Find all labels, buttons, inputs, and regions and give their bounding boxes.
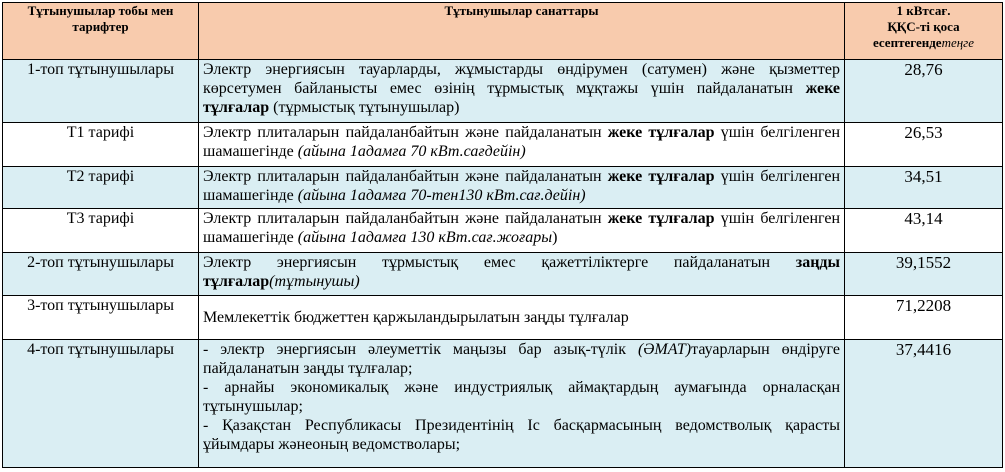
header-price-line3: есептегенде [872, 35, 942, 50]
category-italic: (айына 1адамға 130 кВт.сағ.жоғары [297, 229, 553, 246]
category-suffix: ) [552, 229, 558, 246]
category-cell [199, 296, 845, 340]
group-cell: 4-топ тұтынушылары [3, 340, 199, 468]
category-cell [199, 340, 845, 468]
category-bold: жеке тұлғалар [607, 168, 715, 185]
category-suffix: (тұрмыстық тұтынушылар) [269, 99, 460, 116]
price-cell: 43,14 [845, 209, 1003, 253]
header-group-label: Тұтынушылар тобы мен тарифтер [27, 3, 174, 34]
header-category-cell [199, 3, 845, 60]
price-cell: 37,4416 [845, 340, 1003, 468]
group-cell: Т3 тарифі [3, 209, 199, 253]
group-cell: 1-топ тұтынушылары [3, 60, 199, 123]
category-text: Электр энергиясын тұрмыстық емес қажеттіліктерге пайдаланатын [203, 254, 796, 271]
category-bold: жеке тұлғалар [607, 124, 715, 141]
bullet-italic: (ӘМАТ) [637, 341, 692, 358]
category-mid: үшін белгіленген шамашегінде [203, 168, 841, 204]
table-row [3, 209, 1003, 253]
category-text: Электр энергиясын тауарларды, жұмыстарды өндірумен (сатумен) және қызметтер көрсетумен байланысты емес өзінің тұрмыстық мұқтажы үшін пайдаланатын [203, 61, 840, 97]
category-cell [199, 253, 845, 296]
price-cell: 28,76 [845, 60, 1003, 123]
header-row [3, 3, 1003, 60]
tariff-table [2, 2, 1003, 468]
table-row [3, 123, 1003, 167]
category-cell [199, 209, 845, 253]
bullet-item [203, 340, 840, 378]
header-price-line1: 1 кВтсағ. [896, 3, 951, 18]
category-bold: заңды тұлғалар [203, 254, 840, 290]
category-bold: жеке тұлғалар [203, 80, 840, 116]
group-cell: Т1 тарифі [3, 123, 199, 167]
category-text: Электр плиталарын пайдаланбайтын және пайдаланатын [203, 124, 608, 141]
header-group-cell [3, 3, 199, 60]
table-row [3, 340, 1003, 468]
header-category-label: Тұтынушылар санаттары [444, 3, 599, 18]
category-mid: үшін белгіленген шамашегінде [203, 124, 841, 160]
price-cell: 34,51 [845, 167, 1003, 209]
category-italic: (айына 1адамға 70-тен130 кВт.сағ.дейін) [297, 187, 586, 204]
group-cell: 2-топ тұтынушылары [3, 253, 199, 296]
category-cell [199, 123, 845, 167]
category-bold: жеке тұлғалар [607, 210, 715, 227]
category-italic: (тұтынушы) [269, 273, 360, 290]
category-italic: (айына 1адамға 70 кВт.сағдейін) [297, 143, 526, 160]
table-row [3, 60, 1003, 123]
table-row [3, 296, 1003, 340]
bullet-text: - электр энергиясын әлеуметтік маңызы бар азық-түлік [203, 341, 638, 358]
category-text: Мемлекеттік бюджеттен қаржыландырылатын заңды тұлғалар [203, 309, 629, 326]
price-cell: 26,53 [845, 123, 1003, 167]
category-cell [199, 167, 845, 209]
header-price-line2: ҚҚС-ті қоса [887, 19, 960, 34]
group-cell: Т2 тарифі [3, 167, 199, 209]
price-cell: 39,1552 [845, 253, 1003, 296]
table-row [3, 167, 1003, 209]
header-price-unit: теңге [941, 35, 975, 50]
bullet-item: - арнайы экономикалық және индустриялық аймақтардың аумағында орналасқан тұтынушылар; [203, 379, 840, 415]
category-cell [199, 60, 845, 123]
bullet-text: тауарларын өндіруге пайдаланатын заңды тұлғалар; [203, 341, 841, 377]
header-price-cell [845, 3, 1003, 60]
category-mid: үшін белгіленген шамашегінде [203, 210, 841, 246]
group-cell: 3-топ тұтынушылары [3, 296, 199, 340]
price-cell: 71,2208 [845, 296, 1003, 340]
table-row [3, 253, 1003, 296]
category-text: Электр плиталарын пайдаланбайтын және пайдаланатын [203, 168, 608, 185]
category-text: Электр плиталарын пайдаланбайтын және пайдаланатын [203, 210, 608, 227]
bullet-item: - Қазақстан Республикасы Президентінің Іс басқармасының ведомстволық қарасты ұйымдары жәнеоның ведомстволары; [203, 417, 840, 453]
